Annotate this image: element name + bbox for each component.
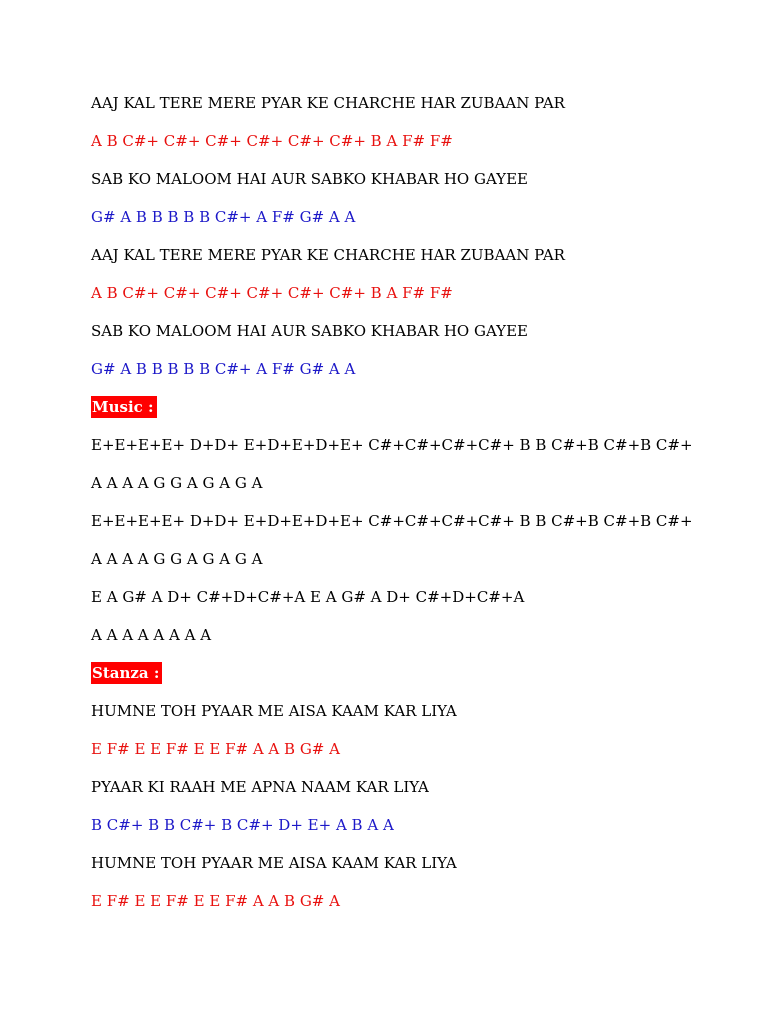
notes-line (91, 282, 748, 320)
notes-line (91, 358, 748, 396)
lyric-line (91, 168, 748, 206)
lyric-line (91, 92, 748, 130)
notation-document (91, 92, 748, 928)
notes-text: G# A B B B B B C#+ A F# G# A A (91, 208, 356, 226)
lyric-line (91, 320, 748, 358)
music-notes-text: A A A A A A A A (91, 626, 212, 644)
music-notes-line (91, 586, 748, 624)
lyric-text: PYAAR KI RAAH ME APNA NAAM KAR LIYA (91, 778, 429, 796)
lyric-text: SAB KO MALOOM HAI AUR SABKO KHABAR HO GAYEE (91, 322, 528, 340)
lyric-line (91, 776, 748, 814)
lyric-text: SAB KO MALOOM HAI AUR SABKO KHABAR HO GAYEE (91, 170, 528, 188)
music-notes-line (91, 434, 748, 472)
music-notes-line (91, 548, 748, 586)
notes-text: A B C#+ C#+ C#+ C#+ C#+ C#+ B A F# F# (91, 284, 453, 302)
section-label-line (91, 396, 748, 434)
lyric-text: HUMNE TOH PYAAR ME AISA KAAM KAR LIYA (91, 702, 457, 720)
notes-text: E F# E E F# E E F# A A B G# A (91, 740, 340, 758)
lyric-text: AAJ KAL TERE MERE PYAR KE CHARCHE HAR ZUBAAN PAR (91, 94, 565, 112)
notes-text: B C#+ B B C#+ B C#+ D+ E+ A B A A (91, 816, 394, 834)
notes-line (91, 890, 748, 928)
lyric-line (91, 700, 748, 738)
section-label-stanza: Stanza : (91, 662, 162, 684)
music-notes-text: A A A A G G A G A G A (91, 474, 263, 492)
notes-text: E F# E E F# E E F# A A B G# A (91, 892, 340, 910)
notes-line (91, 130, 748, 168)
music-notes-text: E+E+E+E+ D+D+ E+D+E+D+E+ C#+C#+C#+C#+ B B C#+B C#+B C#+ (91, 512, 693, 530)
notes-line (91, 814, 748, 852)
music-notes-text: A A A A G G A G A G A (91, 550, 263, 568)
section-label-line (91, 662, 748, 700)
notes-text: G# A B B B B B C#+ A F# G# A A (91, 360, 356, 378)
notes-line (91, 738, 748, 776)
lyric-line (91, 244, 748, 282)
lyric-text: HUMNE TOH PYAAR ME AISA KAAM KAR LIYA (91, 854, 457, 872)
notes-line (91, 206, 748, 244)
section-label-music: Music : (91, 396, 157, 418)
music-notes-text: E A G# A D+ C#+D+C#+A E A G# A D+ C#+D+C#+A (91, 588, 525, 606)
music-notes-line (91, 472, 748, 510)
music-notes-text: E+E+E+E+ D+D+ E+D+E+D+E+ C#+C#+C#+C#+ B B C#+B C#+B C#+ (91, 436, 693, 454)
music-notes-line (91, 624, 748, 662)
notes-text: A B C#+ C#+ C#+ C#+ C#+ C#+ B A F# F# (91, 132, 453, 150)
lyric-line (91, 852, 748, 890)
lyric-text: AAJ KAL TERE MERE PYAR KE CHARCHE HAR ZUBAAN PAR (91, 246, 565, 264)
music-notes-line (91, 510, 748, 548)
